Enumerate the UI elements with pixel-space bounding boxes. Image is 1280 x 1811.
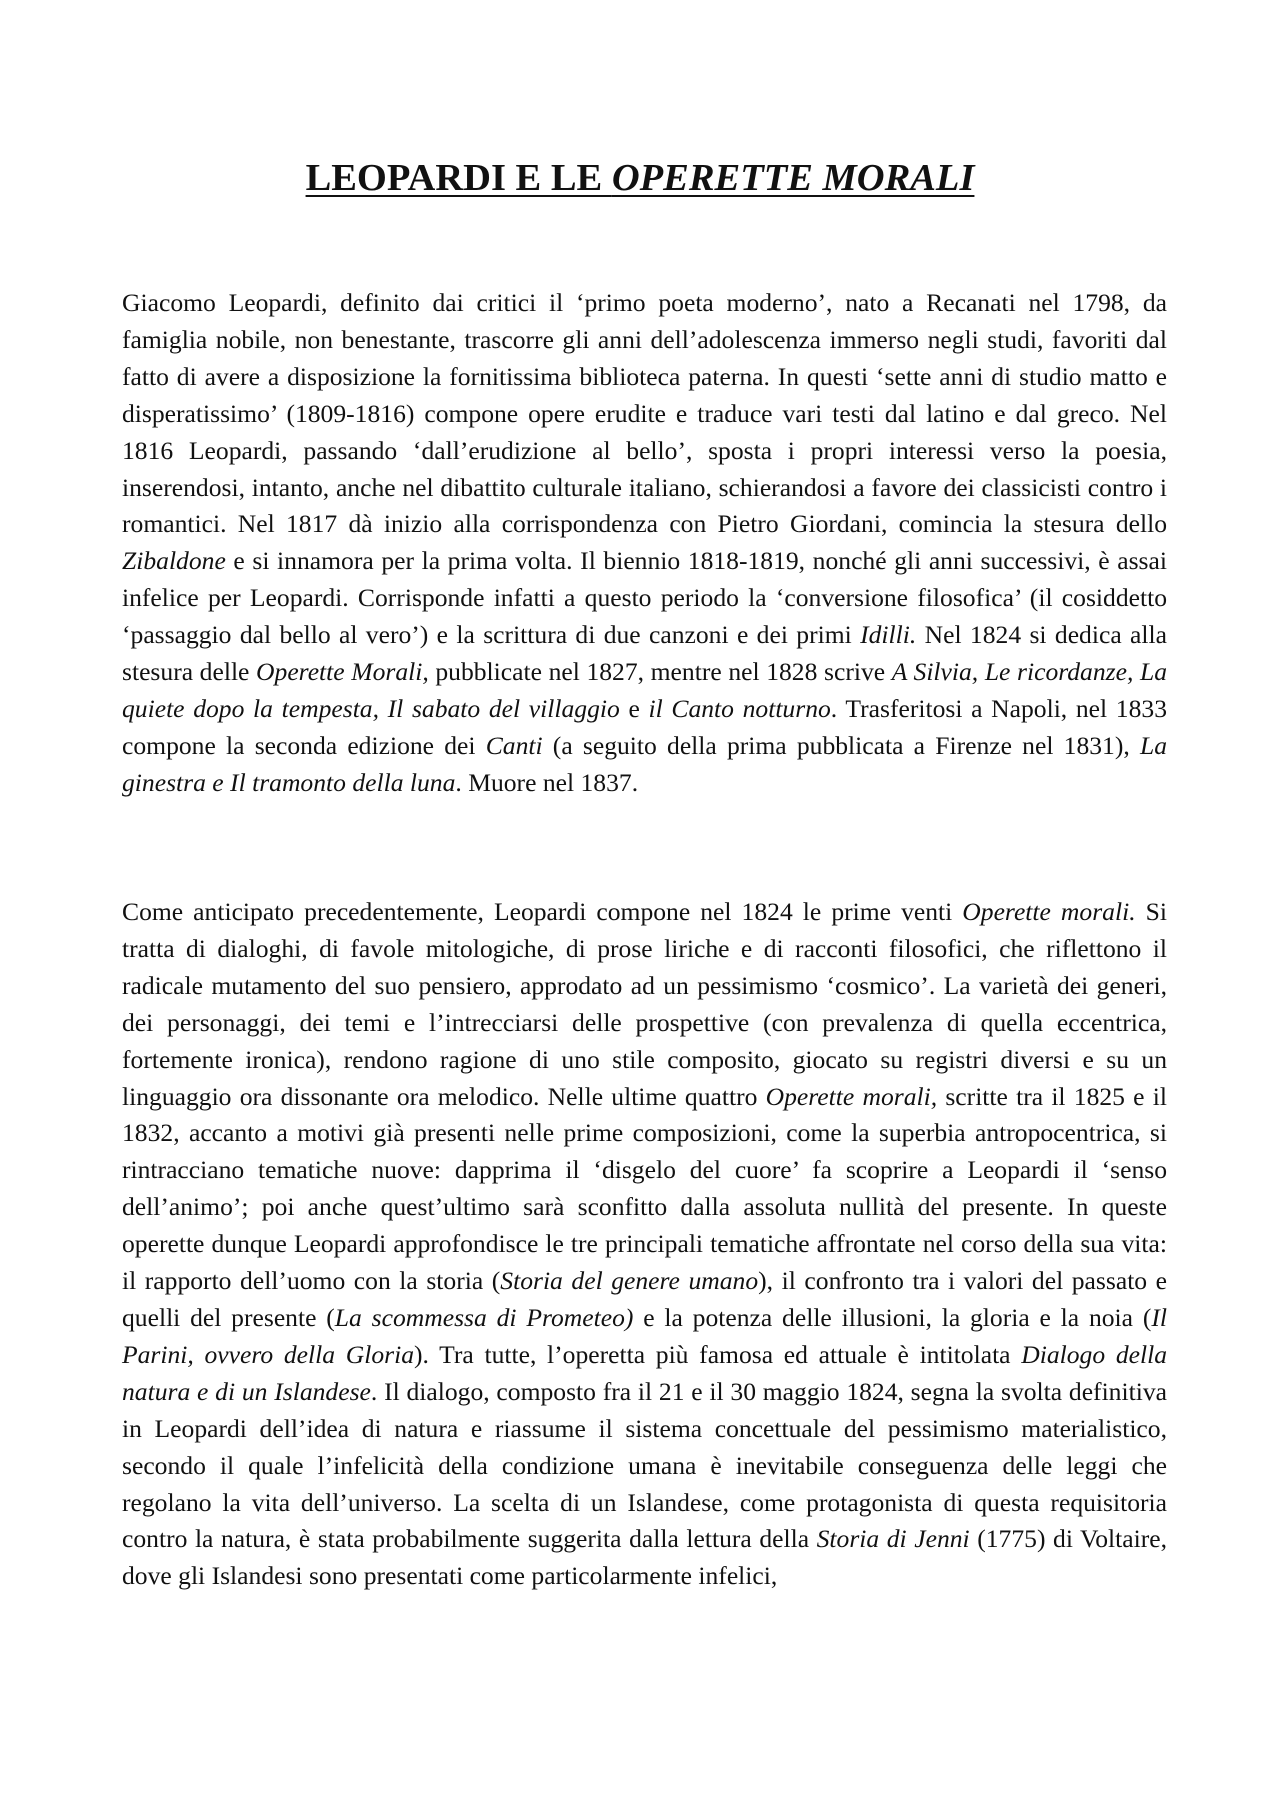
italic-title: Canti [485, 730, 543, 760]
italic-title: Idilli. [860, 620, 917, 650]
paragraph-operette [122, 894, 1167, 1595]
italic-title: Operette morali, [765, 1081, 938, 1111]
text-run: . Il dialogo, composto fra il 21 e il 30 maggio 1824, segna la svolta definitiva in Leopardi dell’idea di natura e riassume il sistema concettuale del pessimismo materialistico, secondo il quale l’infelicità della condizione umana è inevitabile conseguenza delle leggi che regolano la vita dell’universo. La scelta di un Islandese, come protagonista di questa requisitoria contro la natura, è stata probabilmente suggerita dalla lettura della [122, 1376, 1167, 1554]
text-run: Giacomo Leopardi, definito dai critici il ‘primo poeta moderno’, nato a Recanati nel 1798, da famiglia nobile, non benestante, trascorre gli anni dell’adolescenza immerso negli studi, favoriti dal fatto di avere a disposizione la fornitissima biblioteca paterna. In questi ‘sette anni di studio matto e disperatissimo’ (1809-1816) compone opere erudite e traduce vari testi dal latino e dal greco. Nel 1816 Leopardi, passando ‘dall’erudizione al bello’, sposta i propri interessi verso la poesia, inserendosi, intanto, anche nel dibattito culturale italiano, schierandosi a favore dei classicisti contro i romantici. Nel 1817 dà inizio alla corrispondenza con Pietro Giordani, comincia la stesura dello [122, 288, 1167, 539]
italic-title: A Silvia, Le ricordanze, La quiete dopo la tempesta, Il sabato del villaggio [122, 657, 1168, 723]
text-run: e si innamora per la prima volta. Il biennio 1818-1819, nonché gli anni successivi, è assai infelice per Leopardi. Corrisponde infatti a questo periodo la ‘conversione filosofica’ (il cosiddetto ‘passaggio dal bello al vero’) e la scrittura di due canzoni e dei primi [122, 546, 1167, 650]
italic-title: La ginestra e Il tramonto della luna [122, 730, 1167, 797]
text-run: e la potenza delle illusioni, la gloria e la noia ( [633, 1302, 1152, 1332]
italic-title: Zibaldone [122, 546, 226, 576]
text-run: pubblicate nel 1827, mentre nel 1828 scrive [428, 657, 892, 687]
italic-title: Storia di Jenni [816, 1524, 970, 1554]
title-plain: LEOPARDI E LE [305, 157, 612, 199]
text-run: ), il confronto tra i valori del passato e quelli del presente ( [122, 1266, 1168, 1332]
italic-title: La scommessa di Prometeo) [334, 1302, 634, 1332]
italic-title: il Canto notturno [648, 693, 831, 723]
title-italic: OPERETTE MORALI [611, 157, 975, 199]
italic-title: Operette morali. [962, 897, 1136, 926]
text-run: e [619, 693, 649, 723]
italic-title: Il Parini, ovvero della Gloria [122, 1302, 1167, 1369]
text-run: scritte tra il 1825 e il 1832, accanto a motivi già presenti nelle prime composizioni, come la superbia antropocentrica, si rintracciano tematiche nuove: dapprima il ‘disgelo del cuore’ fa scoprire a Leopardi il ‘senso dell’animo’; poi anche quest’ultimo sarà sconfitto dalla assoluta nullità del presente. In queste operette dunque Leopardi approfondisce le tre principali tematiche affrontate nel corso della sua vita: il rapporto dell’uomo con la storia ( [122, 1081, 1167, 1296]
text-run: (a seguito della prima pubblicata a Firenze nel 1831), [542, 730, 1140, 760]
text-run: . Muore nel 1837. [455, 767, 639, 797]
italic-title: Operette Morali, [256, 657, 429, 687]
text-run: (1775) di Voltaire, dove gli Islandesi sono presentati come particolarmente infelici, [122, 1524, 1168, 1591]
text-run: Nel 1824 si dedica alla stesura delle [122, 620, 1167, 687]
text-run: ). Tra tutte, l’operetta più famosa ed attuale è intitolata [414, 1339, 1022, 1369]
text-run: . Trasferitosi a Napoli, nel 1833 compone la seconda edizione dei [122, 693, 1167, 760]
italic-title: Storia del genere umano [500, 1266, 759, 1296]
text-run: Si tratta di dialoghi, di favole mitologiche, di prose liriche e di racconti filosofici, che riflettono il radicale mutamento del suo pensiero, approdato ad un pessimismo ‘cosmico’. La varietà dei generi, dei personaggi, dei temi e l’intrecciarsi delle prospettive (con prevalenza di quella eccentrica, fortemente ironica), rendono ragione di uno stile composito, giocato su registri diversi e su un linguaggio ora dissonante ora melodico. Nelle ultime quattro [122, 897, 1167, 1111]
italic-title: Dialogo della natura e di un Islandese [122, 1339, 1168, 1406]
text-run: Come anticipato precedentemente, Leopardi compone nel 1824 le prime venti [122, 897, 963, 926]
page-title [0, 152, 1280, 204]
paragraph-biography [122, 285, 1167, 802]
